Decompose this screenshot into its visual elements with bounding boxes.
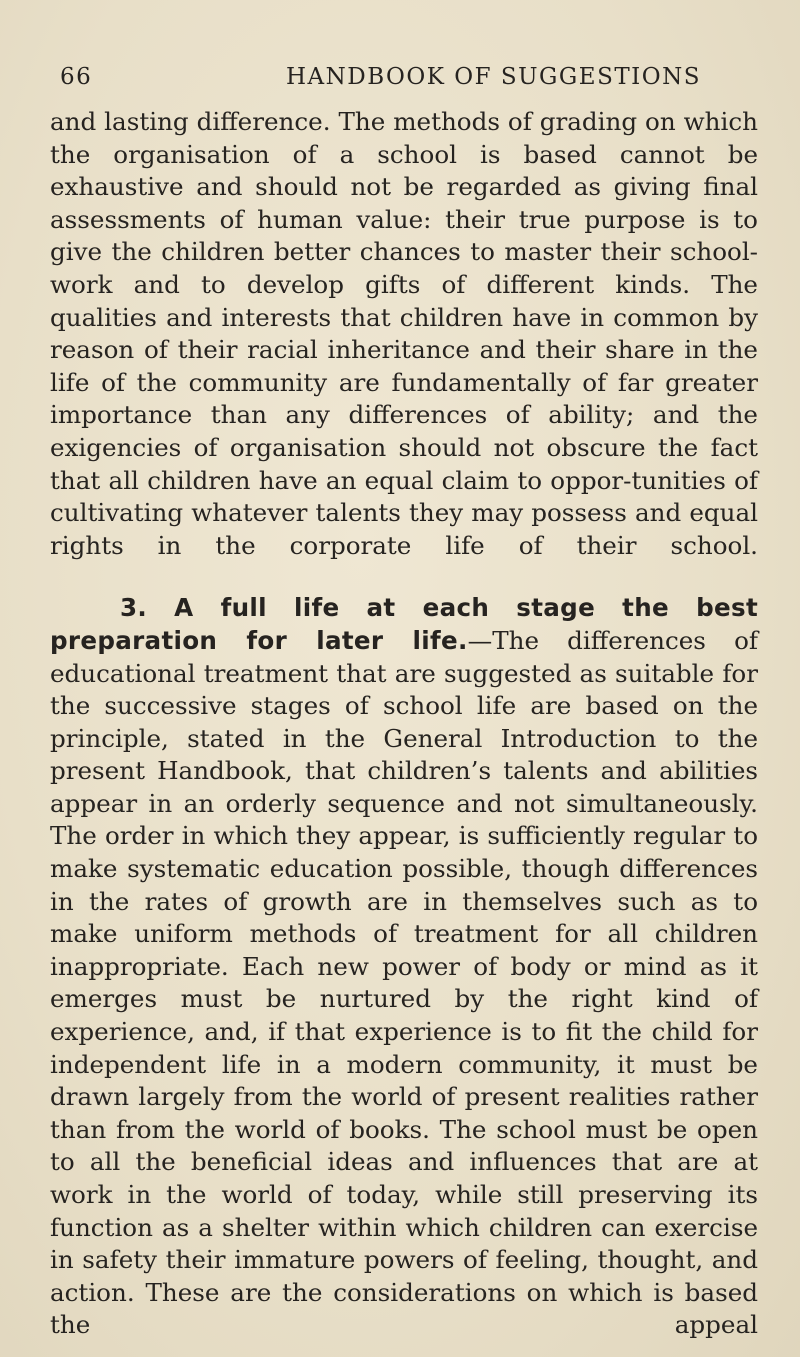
- paragraph-text: —The differences of educational treatment that are suggested as suitable for the successive stages of school life are based on the principle, stated in the General Introduction to the present Handbook, that children’s talents and abilities appear in an orderly sequence and not simultaneously. The order in which they appear, is sufficiently regular to make systematic education possible, though differences in the rates of growth are in themselves such as to make uniform methods of treatment for all children inappropriate. Each new power of body or mind as it emerges must be nurtured by the right kind of experience, and, if that experience is to fit the child for independent life in a modern community, it must be drawn largely from the world of present realities rather than from the world of books. The school must be open to all the beneficial ideas and influences that are at work in the world of today, while still preserving its function as a shelter within which children can exercise in safety their immature powers of feeling, thought, and action. These are the considerations on which is based the appeal: [50, 625, 758, 1340]
- section-heading: 3. A full life at each stage the best preparation for later life.: [50, 593, 758, 655]
- page-number: 66: [60, 64, 93, 90]
- paragraph-text: and lasting difference. The methods of grading on which the organisation of a school is based cannot be exhaustive and should not be regarded as giving final assessments of human value: their true purpose is to give the children better chances to master their school-work and to develop gifts of different kinds. The qualities and interests that children have in common by reason of their racial inheritance and their share in the life of the community are fundamentally of far greater importance than any differences of ability; and the exigencies of organisation should not obscure the fact that all children have an equal claim to oppor-tunities of cultivating whatever talents they may possess and equal rights in the corporate life of their school.: [50, 107, 758, 560]
- paragraph-grading: [50, 106, 758, 562]
- running-head: [50, 58, 758, 98]
- running-title: HANDBOOK OF SUGGESTIONS: [286, 64, 701, 90]
- paragraph-full-life: [50, 592, 758, 1342]
